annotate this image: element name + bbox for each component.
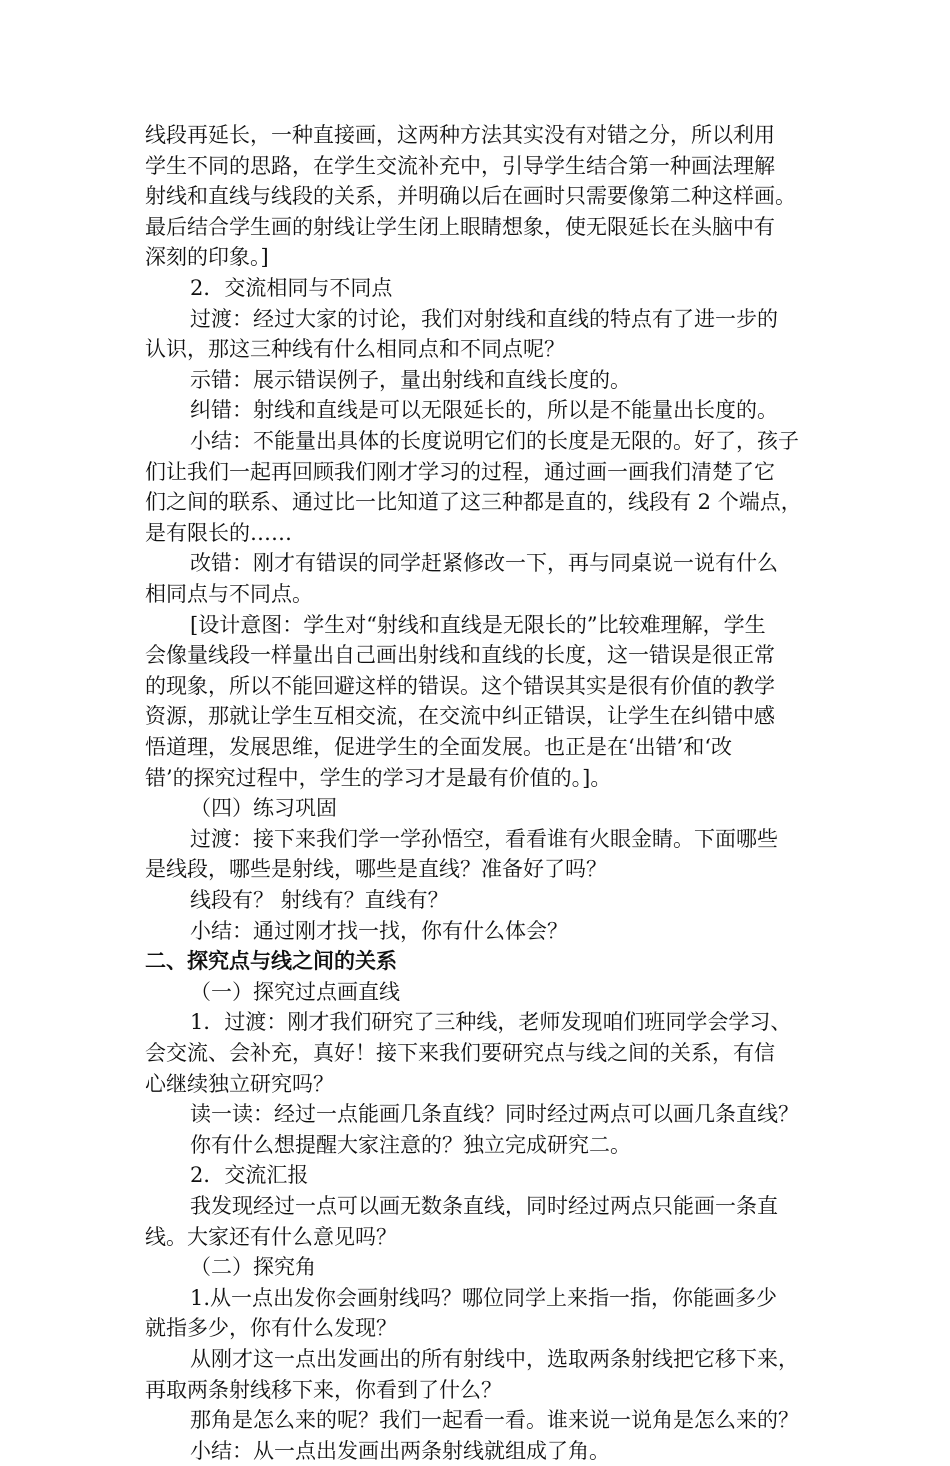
- text-line: 悟道理，发展思维，促进学生的全面发展。也正是在‘出错’和‘改: [145, 735, 733, 759]
- text-line: 那角是怎么来的呢？我们一起看一看。谁来说一说角是怎么来的？: [190, 1408, 799, 1433]
- text-line: 线段有？ 射线有？直线有？: [190, 888, 449, 912]
- text-line: 读一读：经过一点能画几条直线？同时经过两点可以画几条直线？: [190, 1102, 799, 1127]
- text-line: 过渡：接下来我们学一学孙悟空，看看谁有火眼金睛。下面哪些: [190, 826, 778, 851]
- text-line: 是有限长的……: [145, 520, 292, 545]
- text-line: 资源，那就让学生互相交流，在交流中纠正错误，让学生在纠错中感: [145, 704, 775, 729]
- text-line: 相同点与不同点。: [145, 582, 313, 606]
- text-line: [设计意图：学生对“射线和直线是无限长的”比较难理解，学生: [190, 612, 766, 637]
- text-line: 们让我们一起再回顾我们刚才学习的过程，通过画一画我们清楚了它: [145, 459, 775, 484]
- text-line: 们之间的联系、通过比一比知道了这三种都是直的，线段有 2 个端点，: [145, 490, 802, 515]
- text-line: 再取两条射线移下来，你看到了什么？: [145, 1377, 502, 1402]
- text-line: 错’的探究过程中，学生的学习才是最有价值的。]。: [145, 765, 612, 790]
- text-line: 会交流、会补充，真好！接下来我们要研究点与线之间的关系，有信: [145, 1041, 775, 1065]
- text-line: 纠错：射线和直线是可以无限延长的，所以是不能量出长度的。: [190, 398, 778, 423]
- text-line: 示错：展示错误例子，量出射线和直线长度的。: [190, 367, 631, 392]
- text-line: 你有什么想提醒大家注意的？独立完成研究二。: [190, 1132, 631, 1157]
- text-line: 射线和直线与线段的关系，并明确以后在画时只需要像第二种这样画。: [145, 184, 796, 209]
- text-line: 2．交流相同与不同点: [190, 276, 393, 300]
- text-line: 会像量线段一样量出自己画出射线和直线的长度，这一错误是很正常: [145, 643, 775, 668]
- text-line: 小结：从一点出发画出两条射线就组成了角。: [190, 1438, 610, 1463]
- section-heading: 二、探究点与线之间的关系: [145, 949, 397, 974]
- text-line: 小结：通过刚才找一找，你有什么体会？: [190, 918, 568, 943]
- text-line: 2．交流汇报: [190, 1163, 309, 1188]
- text-line: 从刚才这一点出发画出的所有射线中，选取两条射线把它移下来，: [190, 1347, 799, 1371]
- text-line: （四）练习巩固: [190, 796, 337, 821]
- text-line: 的现象，所以不能回避这样的错误。这个错误其实是很有价值的教学: [145, 673, 775, 698]
- text-line: 心继续独立研究吗？: [145, 1071, 334, 1096]
- text-line: 最后结合学生画的射线让学生闭上眼睛想象，使无限延长在头脑中有: [145, 214, 775, 239]
- text-line: 1.从一点出发你会画射线吗？哪位同学上来指一指，你能画多少: [190, 1285, 778, 1310]
- text-line: 改错：刚才有错误的同学赶紧修改一下，再与同桌说一说有什么: [190, 551, 778, 576]
- text-line: 小结：不能量出具体的长度说明它们的长度是无限的。好了，孩子: [190, 429, 799, 453]
- text-line: 就指多少，你有什么发现？: [145, 1316, 397, 1341]
- text-line: 我发现经过一点可以画无数条直线，同时经过两点只能画一条直: [190, 1194, 778, 1218]
- text-line: 深刻的印象。]: [145, 245, 269, 270]
- text-line: 认识，那这三种线有什么相同点和不同点呢？: [145, 337, 565, 362]
- text-line: 学生不同的思路，在学生交流补充中，引导学生结合第一种画法理解: [145, 153, 775, 178]
- text-line: 是线段，哪些是射线，哪些是直线？准备好了吗？: [145, 857, 607, 882]
- text-line: 线。大家还有什么意见吗？: [145, 1224, 397, 1249]
- text-line: 线段再延长，一种直接画，这两种方法其实没有对错之分，所以利用: [145, 123, 775, 147]
- text-line: 1．过渡：刚才我们研究了三种线，老师发现咱们班同学会学习、: [190, 1010, 792, 1035]
- text-line: （二）探究角: [190, 1255, 316, 1280]
- text-line: （一）探究过点画直线: [190, 979, 400, 1004]
- text-line: 过渡：经过大家的讨论，我们对射线和直线的特点有了进一步的: [190, 306, 778, 331]
